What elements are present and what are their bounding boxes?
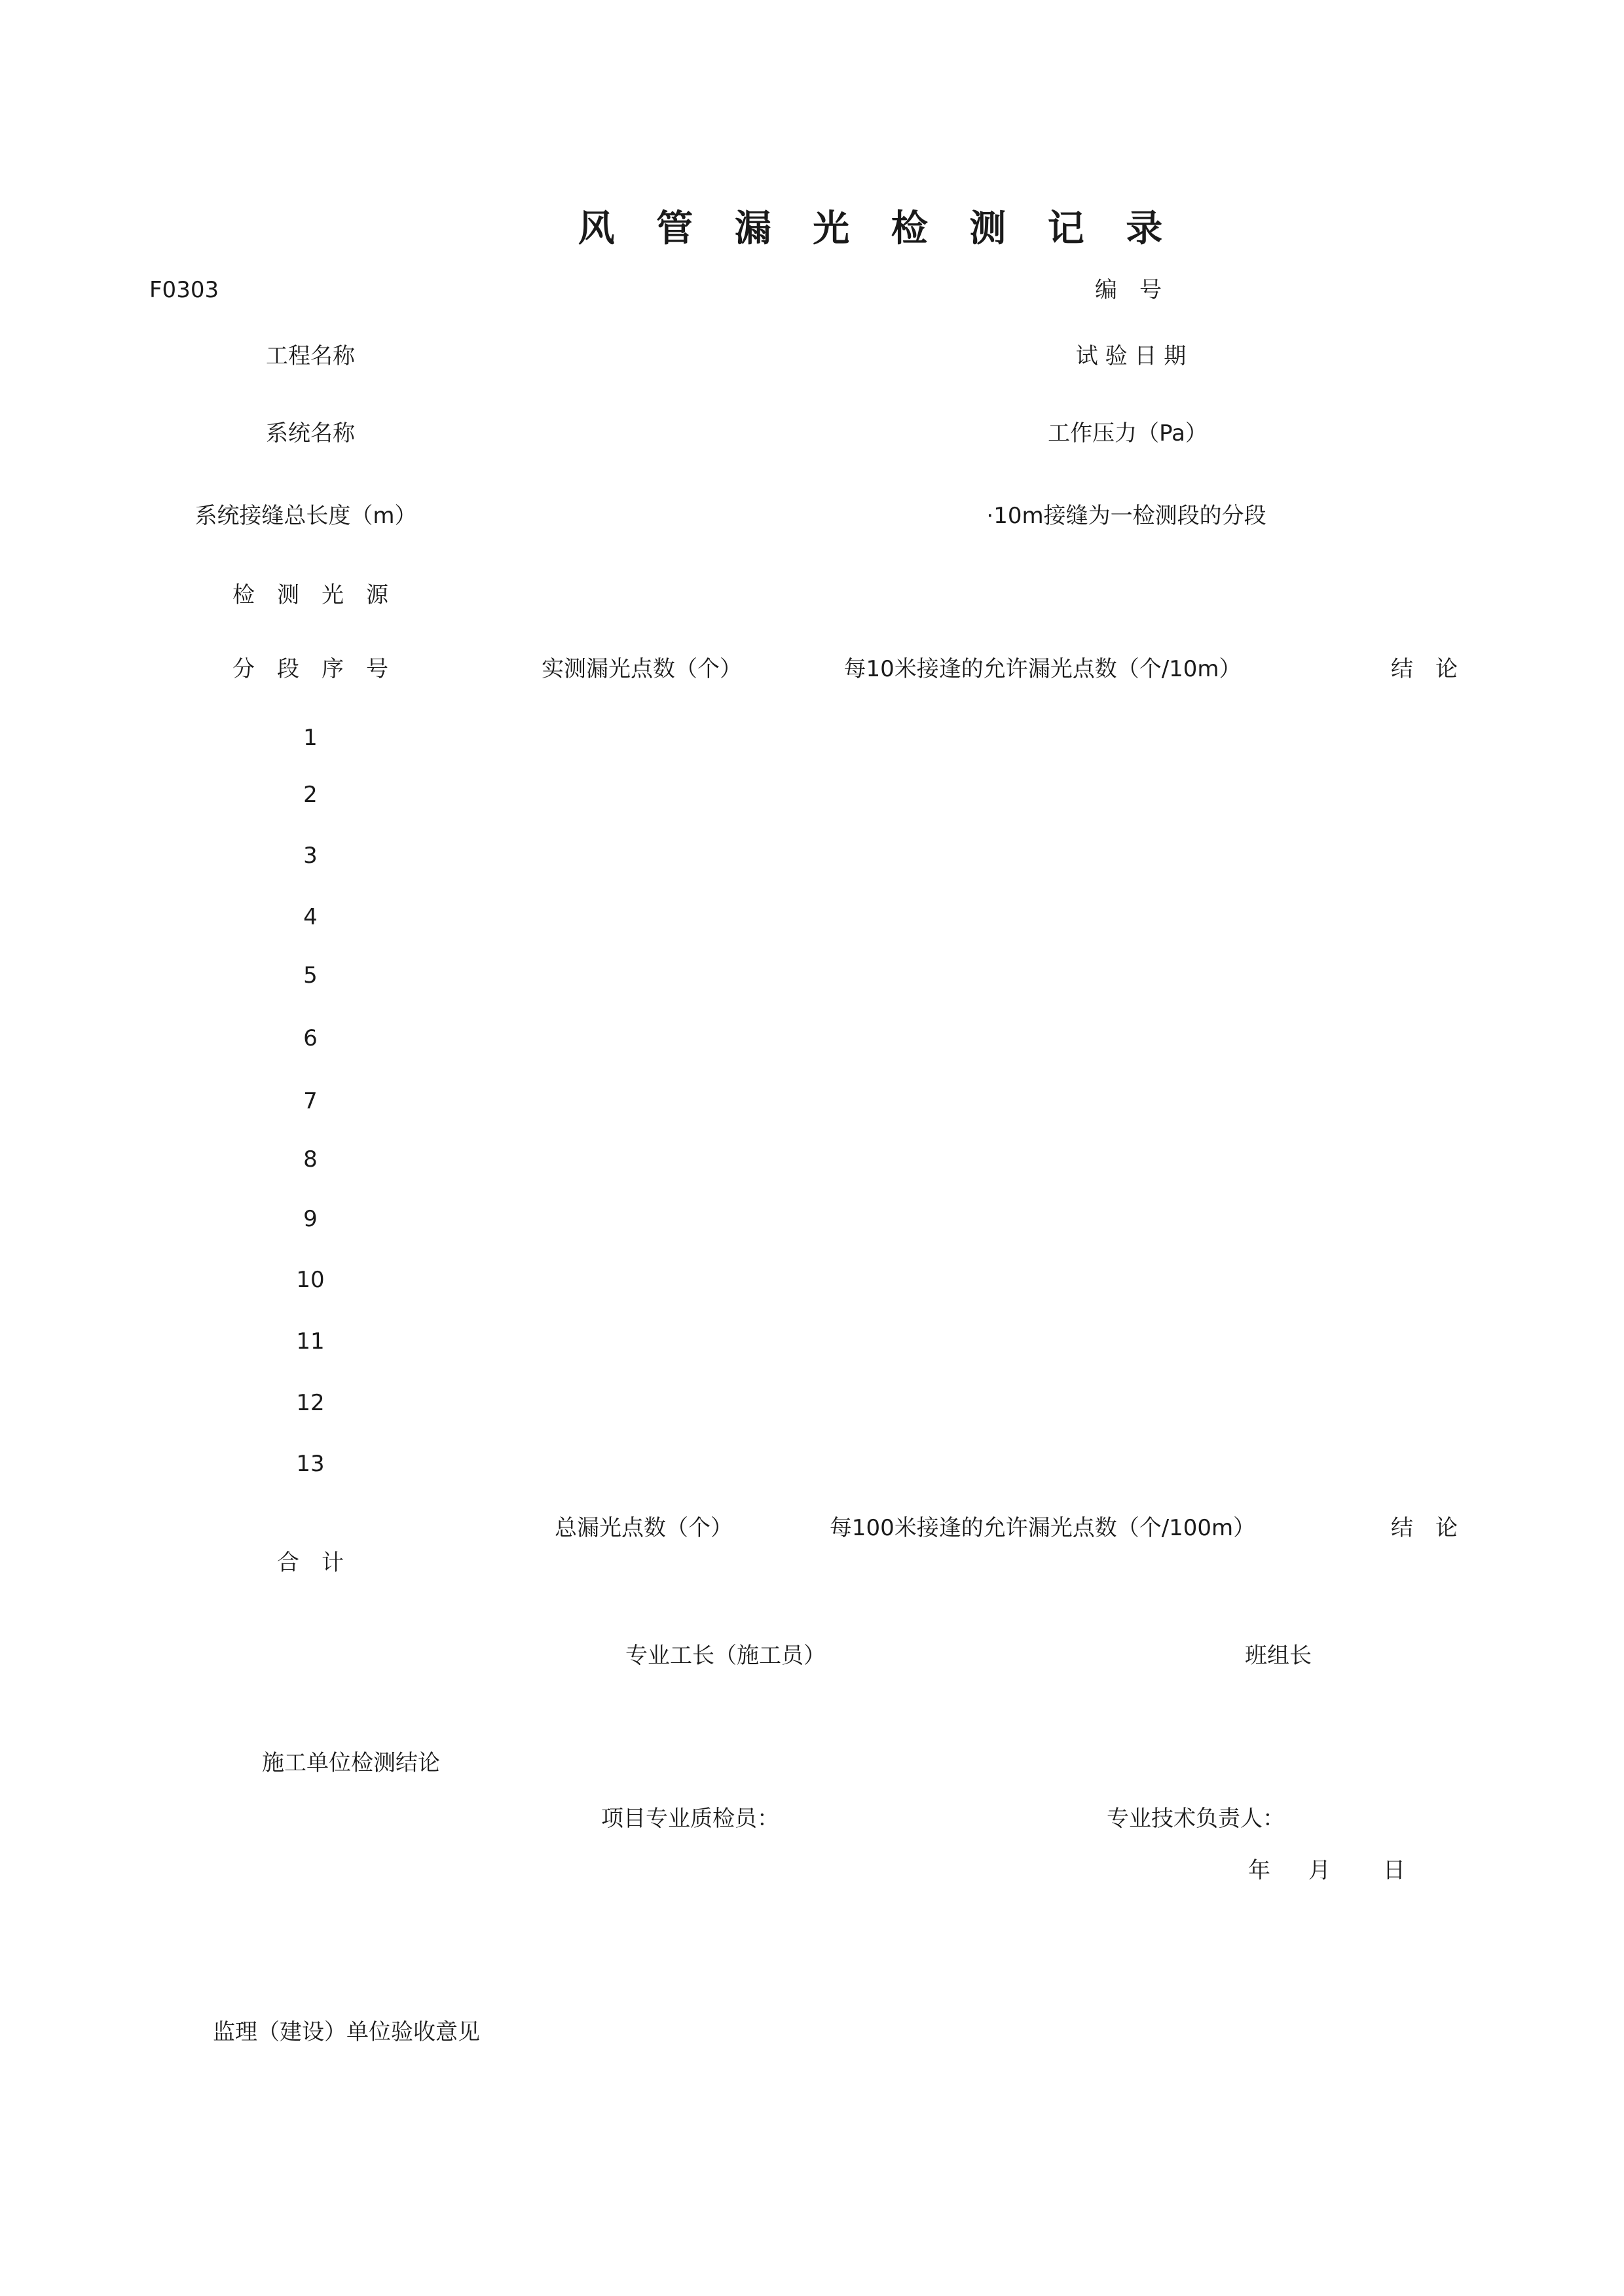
- system-name-label: 系统名称: [266, 420, 355, 446]
- project-name-label: 工程名称: [266, 343, 355, 369]
- table-row-number: 5: [303, 962, 318, 989]
- page-title: 风 管 漏 光 检 测 记 录: [578, 208, 1177, 250]
- table-row-number: 6: [303, 1025, 318, 1051]
- technical-lead-label: 专业技术负责人：: [1107, 1806, 1285, 1832]
- table-row-number: 10: [296, 1267, 325, 1293]
- construction-conclusion-label: 施工单位检测结论: [262, 1750, 440, 1776]
- table-row-number: 11: [296, 1328, 325, 1355]
- table-row-number: 8: [303, 1146, 318, 1173]
- working-pressure-label: 工作压力（Pa）: [1048, 420, 1208, 446]
- allowed-points-per-100m-label: 每100米接逢的允许漏光点数（个/100m）: [829, 1515, 1256, 1541]
- supervision-opinion-label: 监理（建设）单位验收意见: [213, 2019, 480, 2045]
- table-row-number: 3: [303, 843, 318, 869]
- total-seam-length-label: 系统接缝总长度（m）: [194, 503, 417, 529]
- foreman-label: 专业工长（施工员）: [625, 1643, 826, 1669]
- quality-inspector-label: 项目专业质检员：: [601, 1806, 779, 1832]
- table-row-number: 1: [303, 725, 318, 751]
- column-header-conclusion: 结 论: [1391, 656, 1458, 682]
- summary-conclusion-label: 结 论: [1391, 1515, 1458, 1541]
- column-header-allowed-points: 每10米接逢的允许漏光点数（个/10m）: [843, 656, 1242, 682]
- date-day-label: 日: [1383, 1857, 1405, 1884]
- date-year-label: 年: [1248, 1857, 1270, 1884]
- total-leak-points-label: 总漏光点数（个）: [555, 1515, 733, 1541]
- column-header-segment-no: 分 段 序 号: [232, 656, 388, 682]
- date-month-label: 月: [1308, 1857, 1331, 1884]
- test-date-label: 试 验 日 期: [1075, 343, 1187, 369]
- table-row-number: 13: [296, 1451, 325, 1477]
- segment-note: ·10m接缝为一检测段的分段: [986, 503, 1266, 529]
- number-label: 编 号: [1095, 277, 1162, 303]
- summary-total-label: 合 计: [277, 1550, 344, 1576]
- column-header-measured-points: 实测漏光点数（个）: [542, 656, 742, 682]
- team-leader-label: 班组长: [1245, 1643, 1312, 1669]
- table-row-number: 7: [303, 1088, 318, 1114]
- form-code: F0303: [149, 277, 219, 303]
- table-row-number: 9: [303, 1206, 318, 1232]
- light-source-label: 检 测 光 源: [232, 582, 388, 608]
- table-row-number: 4: [303, 904, 318, 930]
- table-row-number: 2: [303, 782, 318, 808]
- table-row-number: 12: [296, 1390, 325, 1416]
